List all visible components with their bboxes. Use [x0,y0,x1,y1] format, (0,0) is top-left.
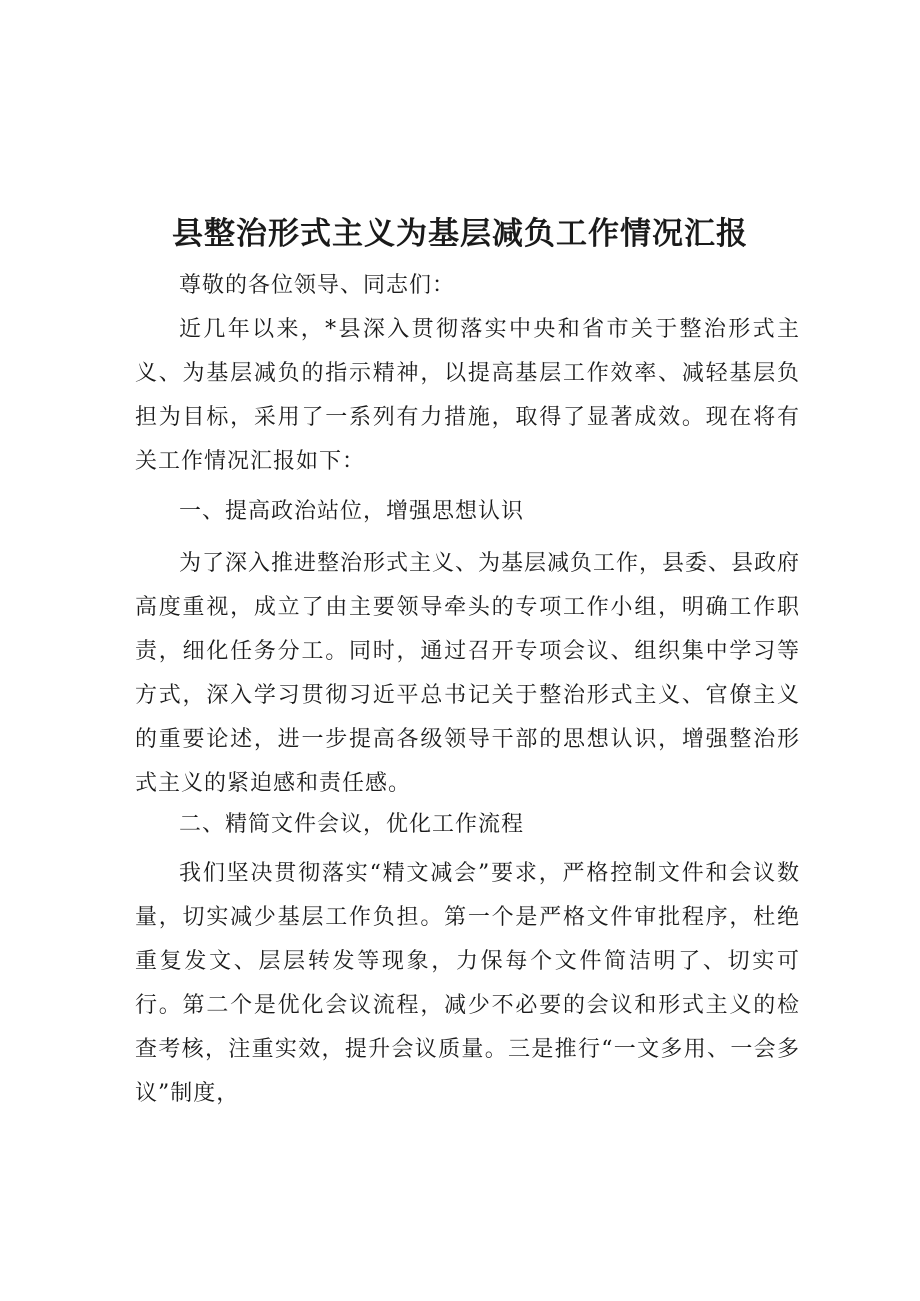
salutation-block [135,264,800,308]
salutation: 尊敬的各位领导、同志们： [179,273,456,298]
section-paragraph: 为了深入推进整治形式主义、为基层减负工作，县委、县政府高度重视，成立了由主要领导牵头的专项工作小组，明确工作职责，细化任务分工。同时，通过召开专项会议、组织集中学习等方式，深入学习贯彻习近平总书记关于整治形式主义、官僚主义的重要论述，进一步提高各级领导干部的思想认识，增强整治形式主义的紧迫感和责任感。 [135,551,801,796]
section-2-body-block [135,852,800,1116]
intro-paragraph: 近几年以来，*县深入贯彻落实中央和省市关于整治形式主义、为基层减负的指示精神，以提高基层工作效率、减轻基层负担为目标，采用了一系列有力措施，取得了显著成效。现在将有关工作情况汇报如下： [135,317,800,474]
section-1-body-block [135,542,800,806]
intro-block [135,308,800,484]
section-2-heading-block [135,803,800,847]
section-heading: 一、提高政治站位，增强思想认识 [179,499,525,524]
document-title: 县整治形式主义为基层减负工作情况汇报 [172,216,748,252]
section-1-heading-block [135,490,800,534]
section-paragraph: 我们坚决贯彻落实“精文减会”要求，严格控制文件和会议数量，切实减少基层工作负担。第一个是严格文件审批程序，杜绝重复发文、层层转发等现象，力保每个文件简洁明了、切实可行。第二个是优化会议流程，减少不必要的会议和形式主义的检查考核，注重实效，提升会议质量。三是推行“一文多用、一会多议”制度， [135,861,800,1106]
section-heading: 二、精简文件会议，优化工作流程 [179,812,525,837]
